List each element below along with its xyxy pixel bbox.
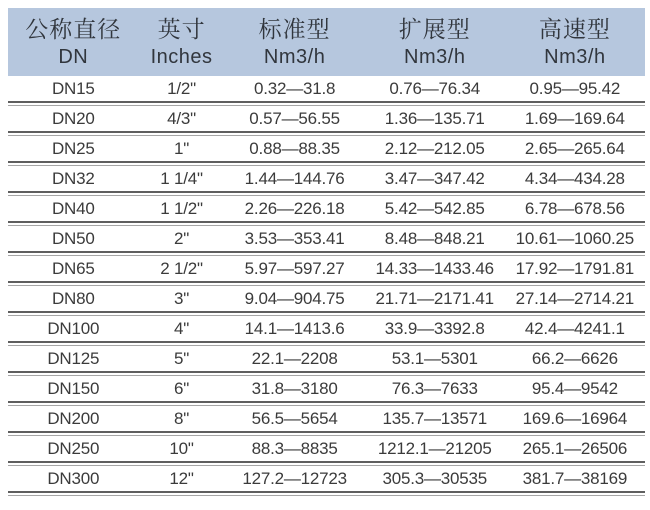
table-row xyxy=(8,256,645,286)
header-nominal-diameter xyxy=(8,14,139,70)
cell-standard: 22.1—2208 xyxy=(251,349,338,368)
table-row xyxy=(8,166,645,196)
header-nominal-diameter-en: DN xyxy=(58,46,89,68)
header-high-speed-type-unit: Nm3/h xyxy=(544,46,606,68)
cell-dn: DN300 xyxy=(47,469,100,488)
cell-standard: 2.26—226.18 xyxy=(244,199,345,218)
cell-extended: 5.42—542.85 xyxy=(384,199,485,218)
cell-high-speed: 265.1—26506 xyxy=(522,439,628,458)
cell-standard: 56.5—5654 xyxy=(251,409,338,428)
cell-high-speed: 381.7—38169 xyxy=(522,469,628,488)
cell-extended: 1.36—135.71 xyxy=(384,109,485,128)
table-row xyxy=(8,106,645,136)
cell-extended: 1212.1—21205 xyxy=(377,439,492,458)
header-standard-type-cn: 标准型 xyxy=(258,16,331,42)
cell-inches: 10" xyxy=(169,439,194,458)
cell-dn: DN150 xyxy=(47,379,100,398)
cell-inches: 4/3" xyxy=(167,109,196,128)
cell-standard: 9.04—904.75 xyxy=(244,289,345,308)
cell-dn: DN80 xyxy=(51,289,95,308)
table-row xyxy=(8,316,645,346)
table-row xyxy=(8,436,645,466)
cell-high-speed: 4.34—434.28 xyxy=(524,169,625,188)
header-extended-type-unit: Nm3/h xyxy=(404,46,466,68)
cell-standard: 88.3—8835 xyxy=(251,439,338,458)
cell-extended: 76.3—7633 xyxy=(391,379,478,398)
cell-dn: DN25 xyxy=(51,139,95,158)
cell-high-speed: 66.2—6626 xyxy=(531,349,618,368)
cell-inches: 1 1/4" xyxy=(160,169,203,188)
cell-standard: 5.97—597.27 xyxy=(244,259,345,278)
cell-extended: 305.3—30535 xyxy=(382,469,488,488)
header-inches-cn: 英寸 xyxy=(157,16,206,42)
table-row xyxy=(8,346,645,376)
cell-high-speed: 17.92—1791.81 xyxy=(515,259,635,278)
cell-high-speed: 6.78—678.56 xyxy=(524,199,625,218)
cell-dn: DN50 xyxy=(51,229,95,248)
table-body xyxy=(8,76,645,496)
table-row xyxy=(8,376,645,406)
cell-inches: 4" xyxy=(174,319,190,338)
header-standard-type xyxy=(225,14,365,70)
cell-high-speed: 169.6—16964 xyxy=(522,409,628,428)
header-standard-type-unit: Nm3/h xyxy=(263,46,326,68)
cell-standard: 0.32—31.8 xyxy=(253,79,336,98)
cell-dn: DN250 xyxy=(47,439,100,458)
header-high-speed-type xyxy=(505,14,645,70)
cell-dn: DN32 xyxy=(51,169,95,188)
cell-inches: 1 1/2" xyxy=(160,199,203,218)
table-row xyxy=(8,406,645,436)
header-high-speed-type-cn: 高速型 xyxy=(538,16,611,42)
cell-extended: 8.48—848.21 xyxy=(384,229,485,248)
cell-dn: DN65 xyxy=(51,259,95,278)
table-row xyxy=(8,226,645,256)
cell-standard: 0.57—56.55 xyxy=(249,109,340,128)
cell-standard: 127.2—12723 xyxy=(242,469,347,488)
cell-inches: 1/2" xyxy=(167,79,196,98)
header-nominal-diameter-cn: 公称直径 xyxy=(25,16,122,42)
cell-standard: 1.44—144.76 xyxy=(244,169,345,188)
cell-high-speed: 42.4—4241.1 xyxy=(524,319,625,338)
cell-inches: 2" xyxy=(174,229,190,248)
header-inches-en: Inches xyxy=(150,46,213,68)
cell-extended: 21.71—2171.41 xyxy=(375,289,494,308)
cell-inches: 5" xyxy=(174,349,190,368)
cell-dn: DN20 xyxy=(51,109,95,128)
cell-inches: 12" xyxy=(169,469,194,488)
cell-extended: 3.47—347.42 xyxy=(384,169,485,188)
table-row xyxy=(8,196,645,226)
cell-extended: 33.9—3392.8 xyxy=(384,319,485,338)
table-row xyxy=(8,136,645,166)
table-row xyxy=(8,76,645,106)
cell-standard: 0.88—88.35 xyxy=(249,139,340,158)
cell-standard: 3.53—353.41 xyxy=(244,229,345,248)
header-inches xyxy=(139,14,225,70)
cell-standard: 31.8—3180 xyxy=(251,379,338,398)
cell-standard: 14.1—1413.6 xyxy=(244,319,345,338)
cell-extended: 0.76—76.34 xyxy=(389,79,481,98)
header-extended-type xyxy=(365,14,505,70)
cell-high-speed: 2.65—265.64 xyxy=(524,139,625,158)
cell-extended: 2.12—212.05 xyxy=(384,139,485,158)
cell-dn: DN125 xyxy=(47,349,100,368)
cell-inches: 8" xyxy=(174,409,190,428)
cell-inches: 2 1/2" xyxy=(160,259,203,278)
cell-high-speed: 0.95—95.42 xyxy=(529,79,621,98)
cell-extended: 53.1—5301 xyxy=(391,349,478,368)
table-row xyxy=(8,286,645,316)
cell-dn: DN100 xyxy=(47,319,100,338)
cell-inches: 6" xyxy=(174,379,190,398)
cell-high-speed: 27.14—2714.21 xyxy=(515,289,635,308)
cell-extended: 135.7—13571 xyxy=(382,409,488,428)
cell-dn: DN15 xyxy=(51,79,95,98)
cell-high-speed: 95.4—9542 xyxy=(531,379,618,398)
cell-high-speed: 10.61—1060.25 xyxy=(515,229,635,248)
cell-dn: DN40 xyxy=(51,199,95,218)
table-header-row xyxy=(8,8,645,76)
cell-extended: 14.33—1433.46 xyxy=(375,259,494,278)
header-extended-type-cn: 扩展型 xyxy=(398,16,471,42)
table-row xyxy=(8,466,645,496)
cell-high-speed: 1.69—169.64 xyxy=(524,109,625,128)
cell-inches: 3" xyxy=(174,289,190,308)
cell-inches: 1" xyxy=(174,139,190,158)
cell-dn: DN200 xyxy=(47,409,100,428)
